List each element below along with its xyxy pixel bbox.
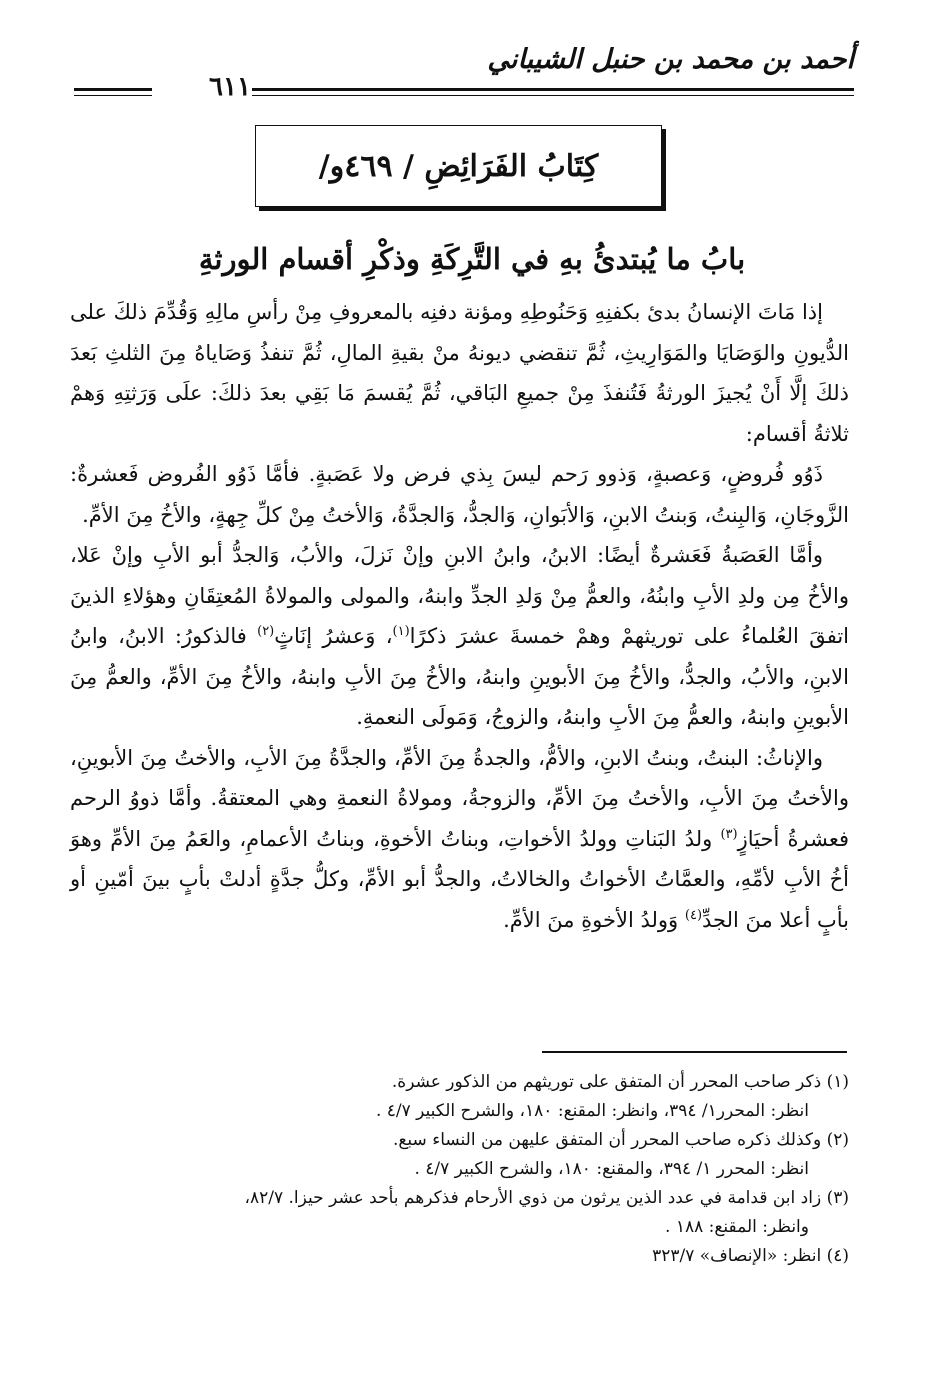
- paragraph: إذا مَاتَ الإنسانُ بدئ بكفنِهِ وَحَنُوطِهِ ومؤنة دفنِه بالمعروفِ مِنْ رأسِ مالِهِ وَقُدِّمَ ذلكَ على الدُّيونِ والوَصَايَا والمَوَارِيثِ، ثُمَّ تنقضي ديونهُ منْ بقيةِ المالِ، ثُمَّ تنفذُ وَصَاياهُ مِنَ الثلثِ بَعدَ ذلكَ إلَّا أَنْ يُجيزَ الورثةُ فَتُنفذَ مِنْ جميعِ البَاقي، ثُمَّ يُقسمَ مَا بَقِي بعدَ ذلكَ: علَى وَرَثتِهِ وَهمْ ثلاثةُ أقسام:: [70, 300, 849, 446]
- footnote-text: انظر: «الإنصاف» ٣٢٣/٧: [652, 1246, 822, 1266]
- footnote-continuation: انظر: المحرر ١/ ٣٩٤، والمقنع: ١٨٠، والشرح الكبير ٤/٧ .: [414, 1159, 809, 1179]
- footnote: [70, 1184, 849, 1213]
- footnote-ref[interactable]: (٢): [257, 624, 275, 639]
- running-head: [60, 38, 854, 102]
- paragraph: ذَوُو فُروضٍ، وَعصبةٍ، وَذوو رَحم ليسَ بِذي فرض ولا عَصَبةٍ. فأمَّا ذَوُو الفُروض فَعشرةٌ: الزَّوجَانِ، وَالبِنتُ، وَبنتُ الابنِ، وَالأبَوانِ، وَالجدُّ، وَالجدَّةُ، وَالأختُ مِنْ كلِّ جِهةٍ، والأخُ مِنَ الأمِّ.: [70, 462, 849, 527]
- running-head-rule-short: [74, 88, 152, 96]
- paragraph-text: وأمَّا العَصَبةُ فَعَشرةٌ أيضًا: الابنُ، وابنُ الابنِ وإنْ نَزلَ، والأبُ، وَالجدُّ أبو الأبِ وإنْ عَلا، والأخُ مِن ولدِ الأبِ وابنُهُ، والعمُّ مِنْ وَلدِ الجدِّ وابنهُ، والمولى والمولاةُ المُعتِقَانِ وهؤلاءِ الذينَ اتفقَ العُلماءُ على توريثهمْ وهمْ خمسةَ عشرَ ذكرًا: [70, 543, 850, 648]
- footnote-continuation: وانظر: المقنع: ١٨٨ .: [665, 1217, 809, 1237]
- paragraph: [70, 738, 849, 941]
- footnote-text: ذكر صاحب المحرر أن المتفق على توريثهم من الذكور عشرة.: [391, 1072, 822, 1092]
- paragraph-text: وَولدُ الأخوةِ منَ الأمِّ.: [503, 907, 685, 932]
- footnote: [70, 1068, 849, 1097]
- footnote: [70, 1126, 849, 1155]
- footnote-ref[interactable]: (١): [392, 624, 410, 639]
- footnote-number: (٢): [826, 1130, 849, 1150]
- main-text: [70, 292, 849, 940]
- chapter-title: كِتَابُ الفَرَائِضِ / ٤٦٩و/: [318, 148, 599, 184]
- footnote-ref[interactable]: (٤): [684, 907, 703, 923]
- footnote-separator: [542, 1051, 847, 1053]
- footnote-number: (٤): [826, 1246, 849, 1266]
- running-head-author: أحمد بن محمد بن حنبل الشيباني: [487, 44, 854, 75]
- footnote-continuation: انظر: المحرر١/ ٣٩٤، وانظر: المقنع: ١٨٠، والشرح الكبير ٤/٧ .: [375, 1101, 809, 1121]
- footnote-number: (١): [826, 1072, 849, 1092]
- footnote: [70, 1242, 849, 1271]
- footnote-number: (٣): [826, 1188, 849, 1208]
- footnote-text: وكذلك ذكره صاحب المحرر أن المتفق عليهن من النساء سبع.: [392, 1130, 822, 1150]
- section-title: بابُ ما يُبتدئُ بهِ في التَّرِكَةِ وذكْرِ أقسام الورثةِ: [198, 242, 746, 276]
- paragraph-text: والإناثُ: البنتُ، وبنتُ الابنِ، والأمُّ، والجدةُ مِنَ الأمِّ، والجدَّةُ مِنَ الأبِ، والأختُ مِنَ الأبوينِ، والأختُ مِنَ الأبِ، والأختُ مِنَ الأمِّ، والزوجةُ، ومولاةُ النعمةِ وهي المعتقةُ. وأمَّا ذووُ الرحم فعشرةُ أحيَازٍ: [70, 745, 849, 851]
- paragraph-text: فالذكورُ: الابنُ، وابنُ الابنِ، والأبُ، والجدُّ، والأخُ مِنَ الأبوينِ وابنهُ، والأخُ مِنَ الأبِ وابنهُ، والأخُ مِنَ الأمِّ، والعمُّ مِنَ الأبوينِ وابنهُ، والعمُّ مِنَ الأبِ وابنهُ، والزوجُ، وَمَولَى النعمةِ.: [70, 624, 849, 729]
- paragraph: [70, 535, 849, 738]
- paragraph-text: ولدُ البَناتِ وولدُ الأخواتِ، وبناتُ الأخوةِ، وبناتُ الأعمامِ، والعَمُ مِنَ الأمِّ وهوَ أخُ الأبِ لأمِّهِ، والعمَّاتُ الأخواتُ والخالاتُ، والجدُّ أبو الأمِّ، وكلُّ جدَّةٍ أدلتْ بأبٍ بينَ أمّينِ أو بأبٍ أعلا منَ الجدِّ: [70, 826, 849, 932]
- chapter-title-box: [255, 125, 662, 207]
- footnotes: [70, 1068, 849, 1271]
- footnote-ref[interactable]: (٣): [720, 826, 738, 842]
- running-head-rule: [252, 88, 854, 96]
- footnote-text: زاد ابن قدامة في عدد الذين يرثون من ذوي الأرحام فذكرهم بأحد عشر حيزا. ٨٢/٧،: [244, 1188, 822, 1208]
- page-number: ٦١١: [209, 72, 251, 102]
- paragraph-text: ، وَعشرُ إنَاثٍ: [274, 624, 393, 648]
